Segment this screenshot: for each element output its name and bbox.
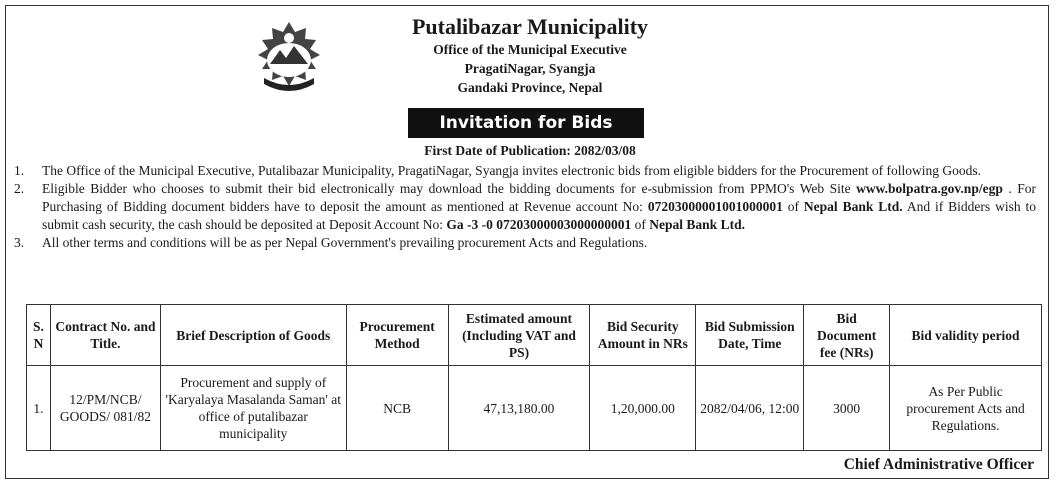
header [380,14,680,97]
header-description: Brief Description of Goods [160,305,346,366]
table-header-row [27,305,1042,366]
nepal-emblem-icon [248,18,330,100]
cell-contract-no: 12/PM/NCB/ GOODS/ 081/82 [50,366,160,451]
address-line-2: Gandaki Province, Nepal [457,80,603,95]
bank-name-1: Nepal Bank Ltd. [803,199,903,214]
cell-estimated-amount: 47,13,180.00 [448,366,590,451]
signature: Chief Administrative Officer [843,456,1034,473]
cell-document-fee: 3000 [804,366,890,451]
paragraph-text: The Office of the Municipal Executive, Putalibazar Municipality, PragatiNagar, Syangja invites electronic bids from eligible bidders for the Procurement of following Goods. [42,163,981,178]
header-method: Procurement Method [346,305,448,366]
cell-bid-security: 1,20,000.00 [590,366,696,451]
paragraph-2 [14,180,1036,234]
p2-mid2: And if Bidders wish to submit cash security, the cash should be deposited at Deposit Account No: [42,199,1036,232]
paragraph-3 [14,234,1036,252]
municipality-title: Putalibazar Municipality [411,14,649,39]
paragraph-text: All other terms and conditions will be as per Nepal Government's prevailing procurement Acts and Regulations. [42,235,648,250]
cell-method: NCB [346,366,448,451]
p2-of1: of [782,199,804,214]
p2-mid1: . For Purchasing of Bidding document bidders have to deposit the amount as mentioned at Revenue account No: [42,181,1036,214]
header-contract-no: Contract No. and Title. [50,305,160,366]
header-bid-security: Bid Security Amount in NRs [590,305,696,366]
cell-validity: As Per Public procurement Acts and Regulations. [890,366,1042,451]
header-validity: Bid validity period [890,305,1042,366]
publication-date: First Date of Publication: 2082/03/08 [424,143,636,158]
notice-paragraphs [14,162,1036,252]
header-submission: Bid Submission Date, Time [696,305,804,366]
paragraph-number: 3. [14,235,25,250]
p2-of2: of [631,217,650,232]
website-link[interactable]: www.bolpatra.gov.np/egp [856,181,1003,196]
paragraph-1 [14,162,1036,180]
bank-name-2: Nepal Bank Ltd. [649,217,745,232]
office-name: Office of the Municipal Executive [433,42,627,57]
invitation-heading: Invitation for Bids [408,108,644,138]
paragraph-number: 1. [14,163,25,178]
revenue-account: 07203000001001000001 [647,199,783,214]
p2-intro: Eligible Bidder who chooses to submit their bid electronically may download the bidding documents for e-submission from PPMO's Web Site [42,181,857,196]
header-document-fee: Bid Document fee (NRs) [804,305,890,366]
cell-submission: 2082/04/06, 12:00 [696,366,804,451]
table-row [27,366,1042,451]
paragraph-number: 2. [14,181,25,196]
header-sn: S. N [27,305,51,366]
header-estimated-amount: Estimated amount (Including VAT and PS) [448,305,590,366]
deposit-account: Ga -3 -0 07203000003000000001 [446,217,632,232]
cell-description: Procurement and supply of 'Karyalaya Masalanda Saman' at office of putalibazar municipality [160,366,346,451]
bids-table [26,304,1042,451]
cell-sn: 1. [27,366,51,451]
address-line-1: PragatiNagar, Syangja [464,61,596,76]
paragraph-text [42,180,1036,234]
